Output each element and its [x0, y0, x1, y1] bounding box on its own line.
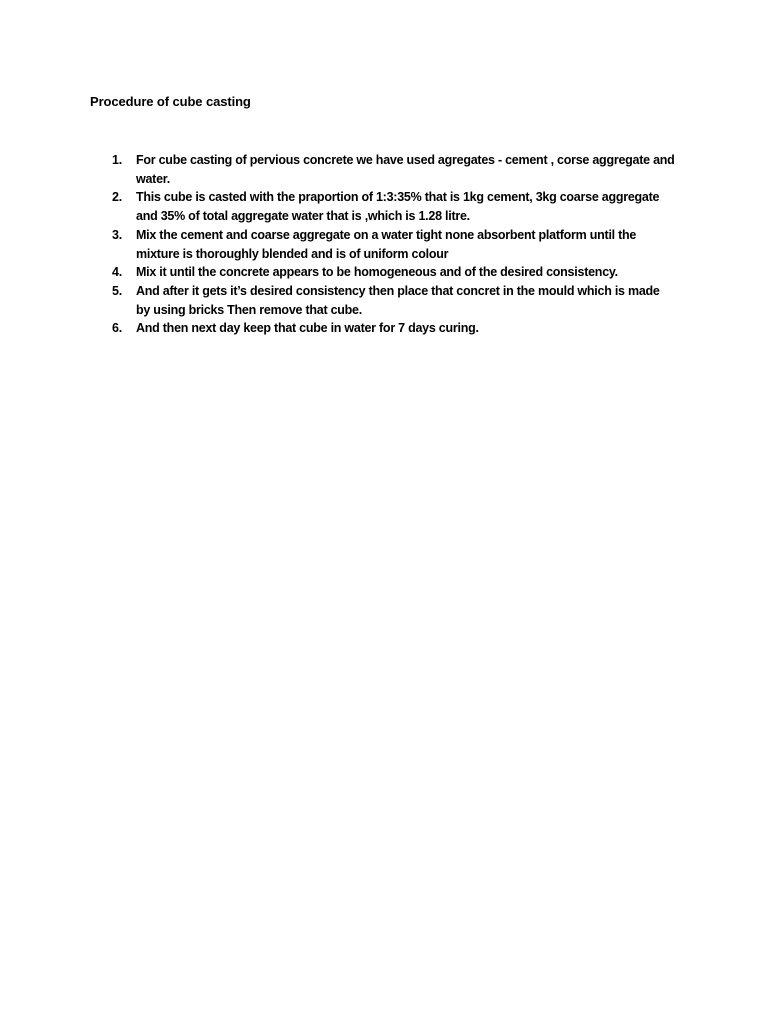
procedure-steps-list: [112, 151, 676, 338]
step-text: And after it gets it’s desired consistency then place that concret in the mould which is made by using bricks Then remove that cube.: [136, 283, 660, 317]
list-item: [112, 263, 676, 282]
step-number: 6.: [112, 321, 122, 336]
step-text: For cube casting of pervious concrete we have used agregates - cement , corse aggregate and water.: [136, 153, 675, 186]
step-number: 2.: [112, 190, 122, 205]
step-text: Mix it until the concrete appears to be homogeneous and of the desired consistency.: [136, 265, 618, 280]
list-item: [112, 188, 676, 225]
step-text: Mix the cement and coarse aggregate on a water tight none absorbent platform until the mixture is thoroughly blended and is of uniform colour: [136, 227, 637, 261]
step-number: 4.: [112, 265, 122, 280]
list-item: [112, 282, 676, 319]
list-item: [112, 151, 676, 188]
step-text: And then next day keep that cube in water for 7 days curing.: [136, 321, 479, 336]
step-number: 3.: [112, 227, 122, 242]
list-item: [112, 226, 676, 263]
step-number: 5.: [112, 283, 122, 298]
step-number: 1.: [112, 153, 122, 167]
page-title: Procedure of cube casting: [90, 94, 251, 109]
list-item: [112, 319, 676, 338]
step-text: This cube is casted with the praportion of 1:3:35% that is 1kg cement, 3kg coarse aggregate and 35% of total aggregate water that is ,which is 1.28 litre.: [136, 190, 660, 224]
